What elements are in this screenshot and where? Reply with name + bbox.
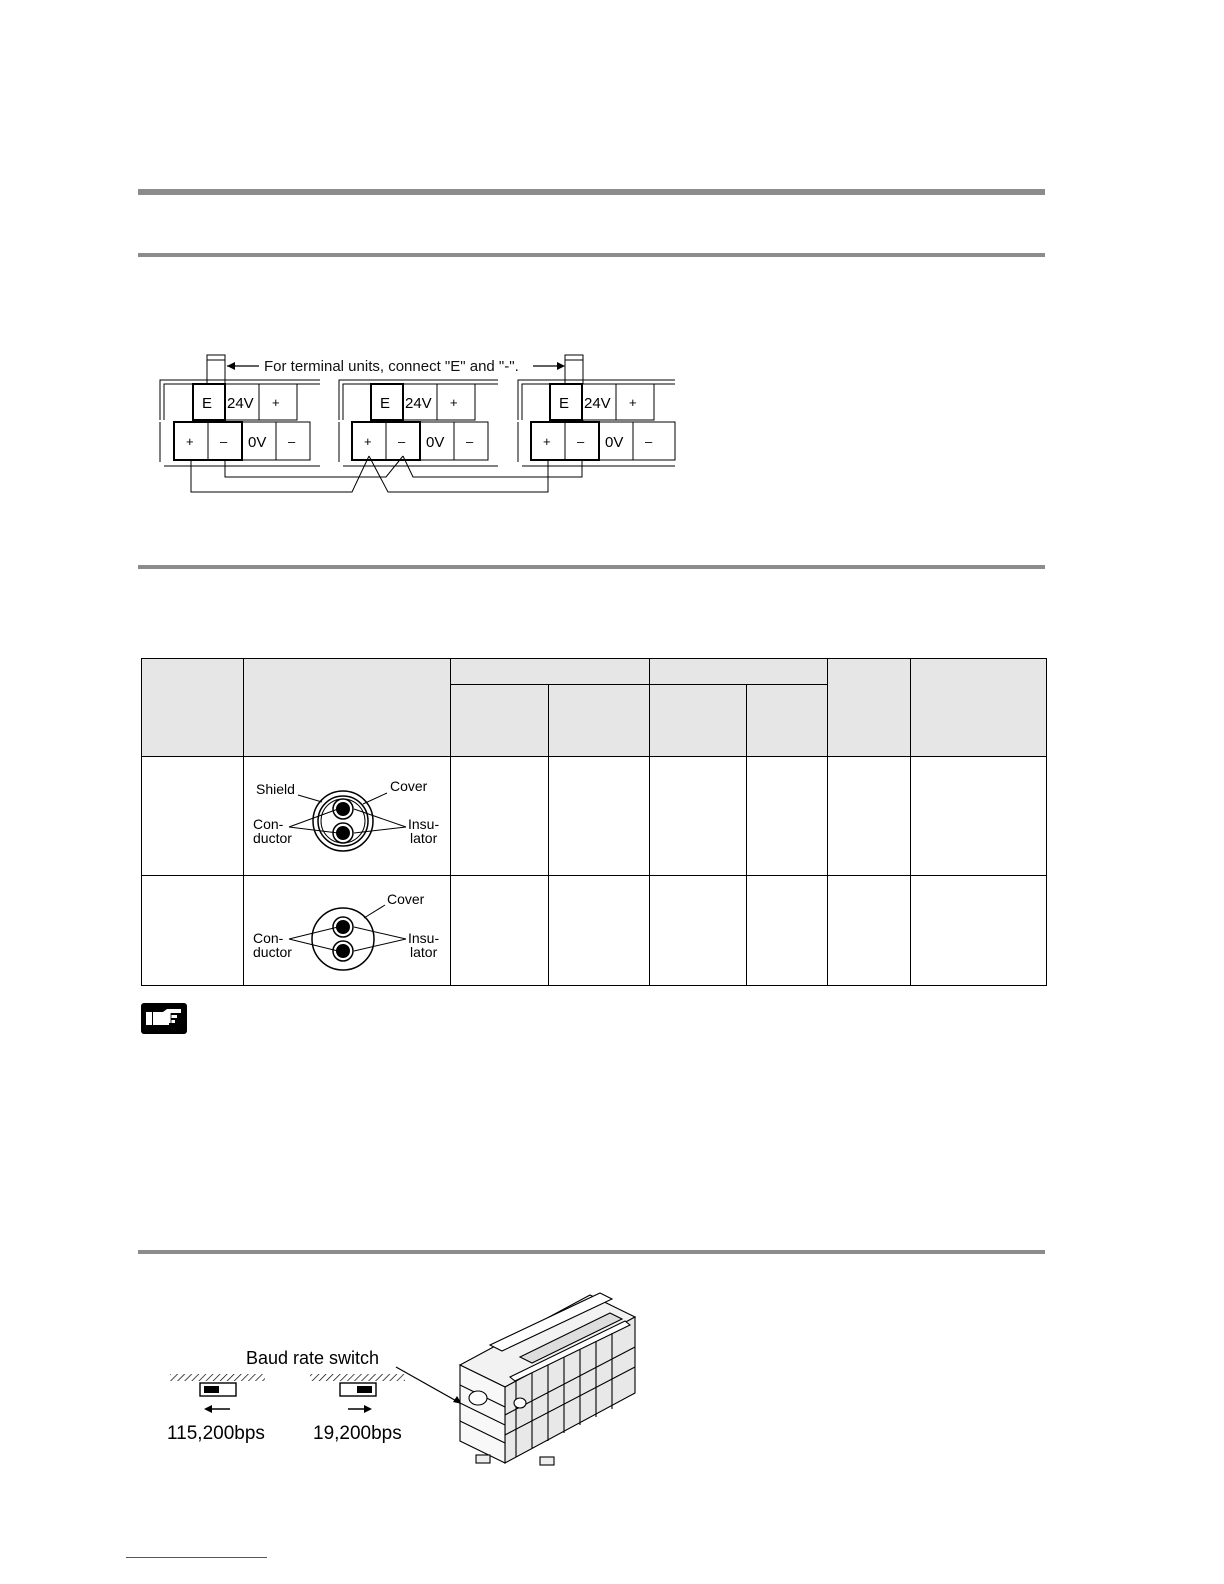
unit1-terminal-minus-2: – (288, 434, 296, 449)
unit2-terminal-E: E (380, 395, 391, 412)
unit2-terminal-24V: 24V (405, 395, 432, 412)
table-row (142, 876, 1047, 986)
table-header-cell (828, 659, 911, 757)
conductor-label-1: Con- (253, 929, 284, 946)
cover-label: Cover (390, 777, 428, 794)
table-cell (650, 757, 747, 876)
unit1-terminal-24V: 24V (227, 395, 254, 412)
table-row (142, 757, 1047, 876)
baud-115200-label: 115,200bps (167, 1423, 265, 1444)
table-cell (142, 876, 244, 986)
cover-label: Cover (387, 890, 425, 907)
table-cell (911, 757, 1047, 876)
unit3-terminal-minus-2: – (645, 434, 653, 449)
section-rule-top (138, 189, 1045, 195)
terminal-units (160, 380, 675, 466)
terminal-unit-1 (160, 380, 320, 466)
unit2-terminal-minus: – (398, 434, 406, 449)
insulator-label-2: lator (410, 829, 438, 846)
unit3-terminal-0V: 0V (605, 434, 624, 451)
unit2-terminal-0V: 0V (426, 434, 445, 451)
table-header-cell (142, 659, 244, 757)
table-cell (747, 757, 828, 876)
baud-rate-diagram (160, 1285, 660, 1480)
terminal-unit-3 (518, 380, 675, 466)
table-cell (828, 757, 911, 876)
table-header-cell (451, 659, 650, 685)
table-cell (650, 876, 747, 986)
terminal-note: For terminal units, connect "E" and "-". (264, 358, 519, 375)
table-cell (549, 757, 650, 876)
table-header-cell (747, 685, 828, 757)
table-cell (451, 876, 549, 986)
unit2-terminal-plus-top: + (450, 395, 458, 410)
table-cell (828, 876, 911, 986)
unit3-terminal-plus: + (543, 434, 551, 449)
unit3-terminal-24V: 24V (584, 395, 611, 412)
unit3-terminal-plus-top: + (629, 395, 637, 410)
unit2-terminal-plus: + (364, 434, 372, 449)
conductor-label-2: ductor (253, 943, 292, 960)
conductor-label-1: Con- (253, 815, 284, 832)
unit3-terminal-minus: – (577, 434, 585, 449)
terminal-unit-2 (339, 380, 498, 466)
unshielded-cable-diagram (244, 877, 449, 985)
unit1-terminal-minus: – (220, 434, 228, 449)
section-rule-2 (138, 253, 1045, 257)
section-rule-4 (138, 1250, 1045, 1254)
shielded-cable-figure-cell (244, 757, 451, 876)
table-cell (911, 876, 1047, 986)
switch-19200 (310, 1374, 405, 1444)
table-header-cell (549, 685, 650, 757)
wiring-lines (191, 456, 582, 492)
table-cell (142, 757, 244, 876)
table-cell (747, 876, 828, 986)
baud-rate-switch-label: Baud rate switch (246, 1348, 380, 1368)
shield-label: Shield (256, 780, 295, 797)
unit1-terminal-plus-top: + (272, 395, 280, 410)
insulator-label-2: lator (410, 943, 438, 960)
terminal-wiring-diagram (155, 350, 680, 500)
unit3-terminal-E: E (559, 395, 570, 412)
table-cell (549, 876, 650, 986)
footer-link-underline (126, 1557, 267, 1558)
table-header-cell (650, 659, 828, 685)
insulator-label-1: Insu- (408, 815, 440, 832)
table-cell (451, 757, 549, 876)
switch-115200 (167, 1374, 265, 1444)
unit1-terminal-E: E (202, 395, 213, 412)
unit1-terminal-plus: + (186, 434, 194, 449)
insulator-label-1: Insu- (408, 929, 440, 946)
table-header-cell (650, 685, 747, 757)
twisted-cable-figure-cell (244, 876, 451, 986)
table-header-cell (244, 659, 451, 757)
unit2-terminal-minus-2: – (466, 434, 474, 449)
unit1-terminal-0V: 0V (248, 434, 267, 451)
plc-unit-illustration (460, 1293, 635, 1465)
pointing-hand-icon (141, 1003, 187, 1034)
cable-spec-table (141, 658, 1047, 986)
conductor-label-2: ductor (253, 829, 292, 846)
shielded-cable-diagram (244, 758, 449, 875)
table-header-cell (451, 685, 549, 757)
table-header-cell (911, 659, 1047, 757)
section-rule-3 (138, 565, 1045, 569)
baud-19200-label: 19,200bps (313, 1423, 402, 1444)
